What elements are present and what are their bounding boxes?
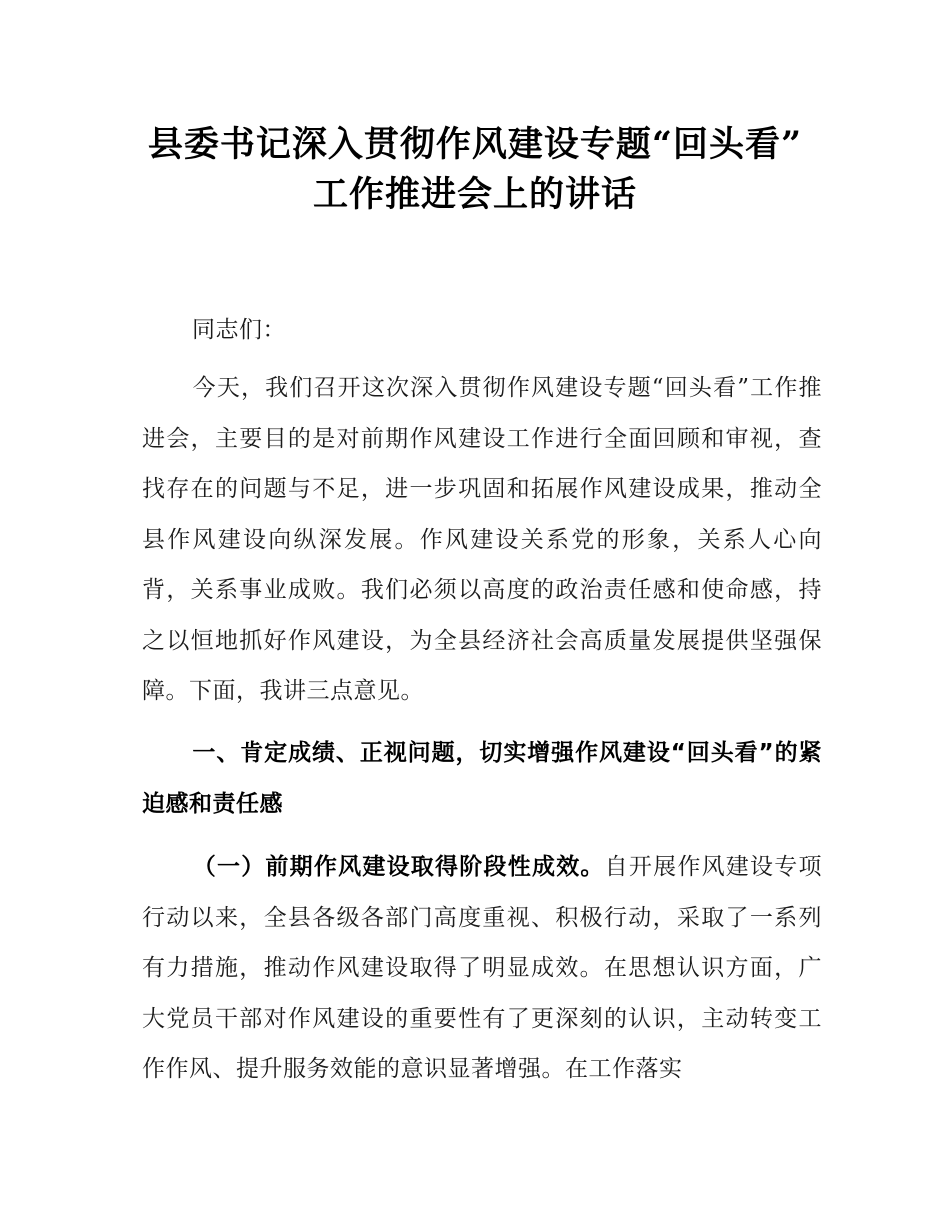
paragraph-1: [142, 363, 822, 717]
salutation: [142, 305, 822, 356]
document-title-line2: 工作推进会上的讲话: [312, 174, 637, 215]
section-heading-1-text: 一、肯定成绩、正视问题，切实增强作风建设“回头看”的紧迫感和责任感: [142, 740, 822, 817]
document-title-line1: 县委书记深入贯彻作风建设专题“回头看”: [147, 124, 803, 165]
paragraph-1-text: 今天，我们召开这次深入贯彻作风建设专题“回头看”工作推进会，主要目的是对前期作风建设工作进行全面回顾和审视，查找存在的问题与不足，进一步巩固和拓展作风建设成果，推动全县作风建设向纵深发展。作风建设关系党的形象，关系人心向背，关系事业成败。我们必须以高度的政治责任感和使命感，持之以恒地抓好作风建设，为全县经济社会高质量发展提供坚强保障。下面，我讲三点意见。: [142, 375, 822, 704]
paragraph-2-body: 自开展作风建设专项行动以来，全县各级各部门高度重视、积极行动，采取了一系列有力措施，推动作风建设取得了明显成效。在思想认识方面，广大党员干部对作风建设的重要性有了更深刻的认识，主动转变工作作风、提升服务效能的意识显著增强。在工作落实: [142, 854, 823, 1082]
paragraph-2-lead: （一）前期作风建设取得阶段性成效。: [192, 854, 605, 880]
section-heading-1: [142, 728, 822, 829]
salutation-text: 同志们：: [192, 317, 286, 343]
paragraph-2: [142, 842, 822, 1095]
